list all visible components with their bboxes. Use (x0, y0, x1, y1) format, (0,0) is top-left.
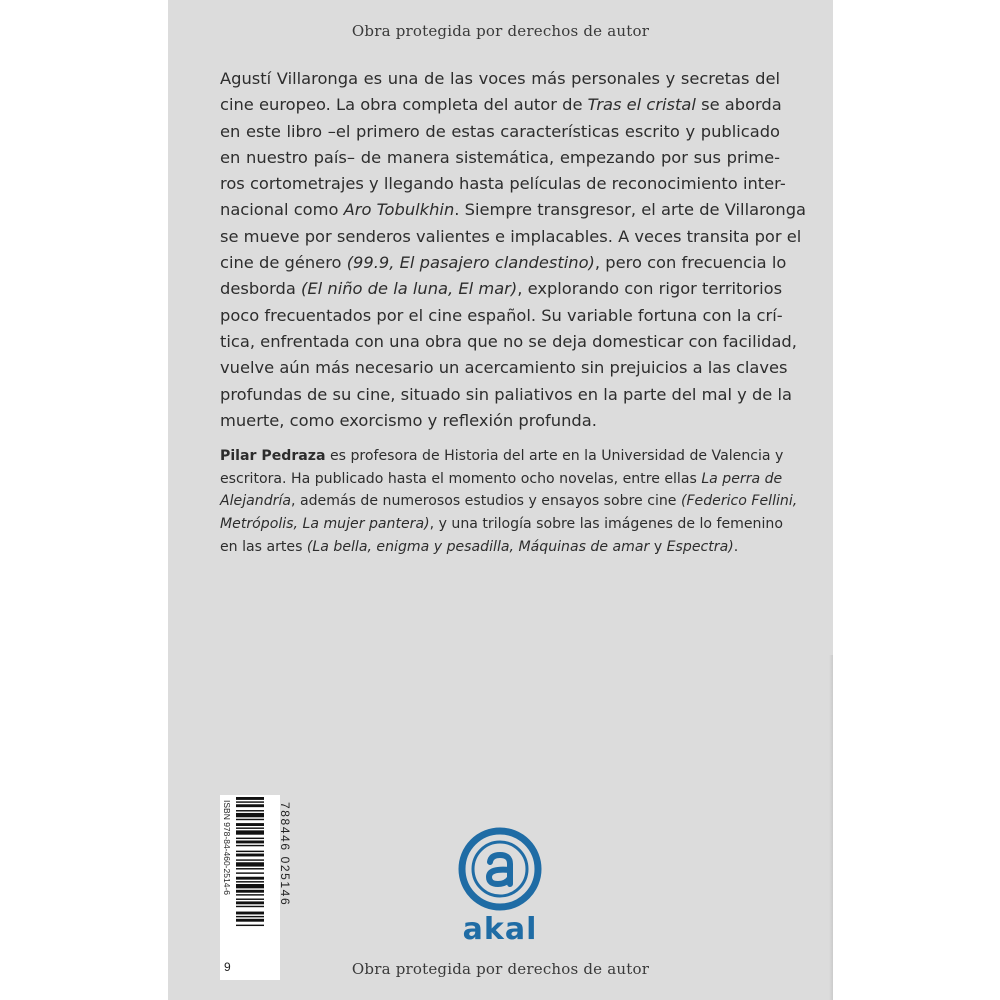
barcode-bar (236, 881, 264, 882)
isbn-text: ISBN 978-84-460-2514-6 (222, 800, 232, 895)
barcode-bar (236, 884, 264, 888)
barcode-bar (236, 838, 264, 839)
barcode-bar (236, 906, 264, 907)
author-bio-text: y (649, 538, 667, 555)
synopsis-text-run: profundas de su cine, situado sin paliativos en la parte del mal y de la (220, 384, 792, 404)
synopsis-line (220, 250, 787, 276)
ean-digits-strip (278, 795, 292, 980)
novel-title: La perra de (701, 470, 783, 487)
synopsis-line (220, 276, 783, 302)
barcode-bar (236, 804, 264, 807)
synopsis-line (220, 66, 780, 92)
barcode-bar (236, 912, 264, 915)
barcode-bar (236, 894, 264, 895)
synopsis-text-run: cine europeo. La obra completa del autor de (220, 95, 588, 115)
essay-titles: Metrópolis, La mujer pantera) (220, 516, 430, 533)
synopsis-line (220, 329, 797, 355)
barcode-bar (236, 813, 264, 817)
author-bio-line (220, 513, 783, 536)
author-bio-line (220, 490, 798, 513)
synopsis-line (220, 92, 780, 118)
author-bio-line (220, 536, 780, 559)
author-bio (220, 445, 798, 559)
barcode-bar (236, 801, 264, 802)
barcode-bar (236, 841, 264, 844)
barcode-bar (236, 854, 264, 857)
barcode-bar (236, 877, 264, 880)
synopsis-line (220, 197, 807, 223)
barcode-bar (236, 797, 264, 800)
synopsis-text-run: vuelve aún más necesario un acercamiento sin prejuicios a las claves (220, 358, 788, 378)
author-bio-line (220, 445, 784, 468)
barcode-bar (236, 872, 264, 873)
synopsis-text-run: ros cortometrajes y llegando hasta películas de reconocimiento inter- (220, 174, 786, 194)
synopsis-text-run: tica, enfrentada con una obra que no se deja domesticar con facilidad, (220, 331, 797, 351)
isbn-barcode (220, 795, 292, 980)
author-bio-text: , y una trilogía sobre las imágenes de lo femenino (429, 516, 783, 533)
synopsis-text-run: se mueve por senderos valientes e implacables. A veces transita por el (220, 226, 802, 246)
synopsis-text-run: en nuestro país– de manera sistemática, empezando por sus prime- (220, 147, 780, 167)
barcode-bar (236, 830, 264, 834)
barcode-bar (236, 859, 264, 860)
barcode-bar (236, 899, 264, 900)
author-bio-text: es profesora de Historia del arte en la Universidad de Valencia y (325, 448, 784, 464)
author-bio-text: , además de numerosos estudios y ensayos sobre cine (291, 493, 681, 510)
synopsis-text-run: , explorando con rigor territorios (517, 279, 783, 299)
synopsis-text-run: nacional como (220, 200, 344, 220)
akal-wordmark: akal (462, 912, 538, 947)
synopsis-line (220, 355, 788, 381)
barcode-bar (236, 823, 264, 826)
isbn-label-strip (220, 795, 234, 980)
barcode-bar (236, 862, 264, 866)
synopsis-text-run: se aborda (695, 95, 782, 115)
akal-emblem-icon (455, 826, 545, 916)
barcode-bar (236, 845, 264, 846)
author-bio-text: en las artes (220, 538, 307, 555)
barcode-bar (236, 827, 264, 828)
synopsis-line (220, 171, 786, 197)
synopsis-line (220, 145, 780, 171)
synopsis-line (220, 382, 792, 408)
trilogy-titles: (La bella, enigma y pesadilla, Máquinas de amar (306, 538, 650, 555)
ean-first-digit: 9 (224, 960, 231, 974)
barcode-bar (236, 868, 264, 869)
cover-edge-shadow (829, 655, 833, 1000)
author-bio-text: escritora. Ha publicado hasta el momento ocho novelas, entre ellas (220, 470, 702, 487)
author-bio-text: . (733, 538, 739, 555)
synopsis-line (220, 303, 783, 329)
barcode-bar (236, 819, 264, 820)
barcode-bar (236, 919, 264, 922)
synopsis-text-run: muerte, como exorcismo y reflexión profunda. (220, 410, 597, 430)
film-titles-genre: (99.9, El pasajero clandestino) (346, 253, 595, 273)
essay-titles: (Federico Fellini, (680, 493, 798, 510)
synopsis-text-run: poco frecuentados por el cine español. Su variable fortuna con la crí- (220, 305, 783, 325)
barcode-bar (236, 916, 264, 917)
film-title-aro-tobulkhin: Aro Tobulkhin (343, 200, 455, 220)
barcode-bars (234, 795, 278, 980)
synopsis-text-run: Agustí Villaronga es una de las voces más personales y secretas del (220, 69, 780, 88)
synopsis-text-run: cine de género (220, 253, 347, 273)
barcode-bar (236, 890, 264, 893)
barcode-bar (236, 925, 264, 926)
akal-logo (455, 826, 545, 946)
ean-digits: 788446 025146 (278, 802, 292, 907)
film-titles-overflow: (El niño de la luna, El mar) (301, 279, 518, 299)
synopsis-line (220, 119, 780, 145)
novel-title: Alejandría (220, 493, 292, 510)
synopsis-text-run: , pero con frecuencia lo (594, 253, 787, 273)
watermark-bottom: Obra protegida por derechos de autor (351, 960, 650, 978)
synopsis-line (220, 408, 780, 434)
synopsis-text-run: . Siempre transgresor, el arte de Villaronga (454, 200, 807, 220)
synopsis-line (220, 224, 802, 250)
synopsis-text (220, 66, 807, 434)
watermark-top: Obra protegida por derechos de autor (351, 22, 650, 40)
book-back-cover (168, 0, 833, 1000)
film-title-tras-el-cristal: Tras el cristal (587, 95, 696, 115)
author-bio-line (220, 468, 783, 491)
synopsis-text-run: en este libro –el primero de estas características escrito y publicado (220, 121, 780, 141)
synopsis-text-run: desborda (220, 279, 302, 299)
trilogy-titles: Espectra) (666, 538, 734, 555)
barcode-bar (236, 901, 264, 904)
author-name: Pilar Pedraza (220, 448, 326, 464)
barcode-bar (236, 851, 264, 852)
barcode-bar (236, 810, 264, 811)
